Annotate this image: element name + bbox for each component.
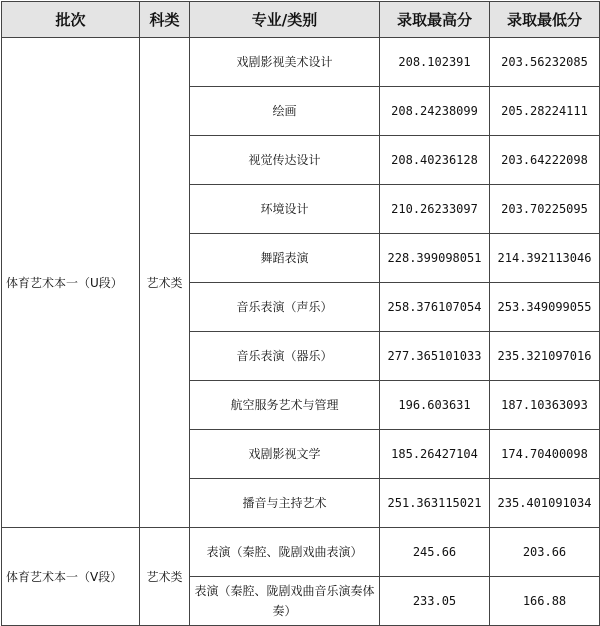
major-cell: 戏剧影视美术设计 xyxy=(190,38,380,87)
min-score-cell: 203.70225095 xyxy=(490,185,600,234)
header-row xyxy=(2,2,600,38)
table-row xyxy=(2,38,600,87)
header-max-score: 录取最高分 xyxy=(380,2,490,38)
max-score-cell: 208.40236128 xyxy=(380,136,490,185)
min-score-cell: 214.392113046 xyxy=(490,234,600,283)
min-score-cell: 187.10363093 xyxy=(490,381,600,430)
major-cell: 戏剧影视文学 xyxy=(190,430,380,479)
major-cell: 航空服务艺术与管理 xyxy=(190,381,380,430)
max-score-cell: 258.376107054 xyxy=(380,283,490,332)
max-score-cell: 185.26427104 xyxy=(380,430,490,479)
max-score-cell: 277.365101033 xyxy=(380,332,490,381)
min-score-cell: 203.66 xyxy=(490,528,600,577)
major-cell: 表演（秦腔、陇剧戏曲音乐演奏体奏） xyxy=(190,577,380,626)
table-row xyxy=(2,528,600,577)
min-score-cell: 205.28224111 xyxy=(490,87,600,136)
max-score-cell: 251.363115021 xyxy=(380,479,490,528)
header-category: 科类 xyxy=(140,2,190,38)
min-score-cell: 203.64222098 xyxy=(490,136,600,185)
max-score-cell: 210.26233097 xyxy=(380,185,490,234)
min-score-cell: 174.70400098 xyxy=(490,430,600,479)
header-min-score: 录取最低分 xyxy=(490,2,600,38)
batch-cell: 体育艺术本一（V段） xyxy=(2,528,140,626)
major-cell: 音乐表演（声乐） xyxy=(190,283,380,332)
major-cell: 视觉传达设计 xyxy=(190,136,380,185)
min-score-cell: 253.349099055 xyxy=(490,283,600,332)
min-score-cell: 203.56232085 xyxy=(490,38,600,87)
min-score-cell: 235.401091034 xyxy=(490,479,600,528)
max-score-cell: 208.24238099 xyxy=(380,87,490,136)
max-score-cell: 245.66 xyxy=(380,528,490,577)
category-cell: 艺术类 xyxy=(140,528,190,626)
admission-score-table xyxy=(1,1,600,626)
max-score-cell: 228.399098051 xyxy=(380,234,490,283)
major-cell: 环境设计 xyxy=(190,185,380,234)
max-score-cell: 233.05 xyxy=(380,577,490,626)
batch-cell: 体育艺术本一（U段） xyxy=(2,38,140,528)
min-score-cell: 166.88 xyxy=(490,577,600,626)
major-cell: 音乐表演（器乐） xyxy=(190,332,380,381)
major-cell: 播音与主持艺术 xyxy=(190,479,380,528)
major-cell: 舞蹈表演 xyxy=(190,234,380,283)
max-score-cell: 196.603631 xyxy=(380,381,490,430)
category-cell: 艺术类 xyxy=(140,38,190,528)
header-major: 专业/类别 xyxy=(190,2,380,38)
major-cell: 绘画 xyxy=(190,87,380,136)
min-score-cell: 235.321097016 xyxy=(490,332,600,381)
header-batch: 批次 xyxy=(2,2,140,38)
max-score-cell: 208.102391 xyxy=(380,38,490,87)
major-cell: 表演（秦腔、陇剧戏曲表演） xyxy=(190,528,380,577)
